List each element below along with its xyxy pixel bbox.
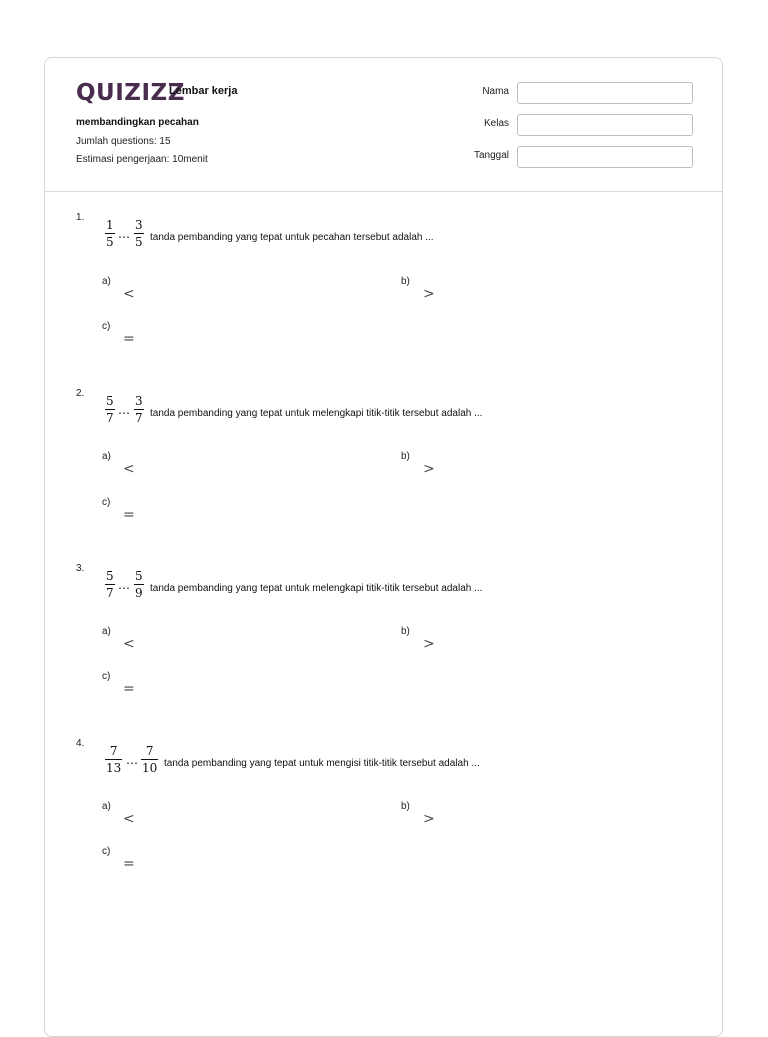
worksheet-subtitle: Lembar kerja — [169, 85, 238, 97]
option-a-letter: a) — [102, 801, 111, 812]
denominator: 9 — [135, 586, 143, 600]
numerator: 5 — [106, 569, 114, 583]
option-b-letter: b) — [401, 276, 410, 287]
denominator: 5 — [106, 235, 114, 249]
option-a-letter: a) — [102, 626, 111, 637]
option-a-letter: a) — [102, 276, 111, 287]
left-fraction — [105, 219, 115, 248]
left-fraction — [105, 745, 122, 774]
numerator: 7 — [145, 744, 154, 758]
option-c-letter: c) — [102, 321, 111, 332]
comparison-dots: ⋯ — [126, 756, 138, 770]
option-a-symbol[interactable]: < — [123, 811, 135, 827]
right-fraction — [134, 570, 144, 599]
question-number: 1. — [76, 212, 85, 223]
numerator: 1 — [106, 218, 114, 232]
tanggal-field[interactable] — [517, 146, 693, 168]
denominator: 7 — [135, 411, 143, 425]
option-b-symbol[interactable]: > — [423, 286, 435, 302]
option-b-symbol[interactable]: > — [423, 636, 435, 652]
denominator: 10 — [142, 761, 158, 775]
worksheet-header — [45, 58, 722, 192]
time-estimate: Estimasi pengerjaan: 10menit — [76, 154, 208, 165]
question-count: Jumlah questions: 15 — [76, 136, 171, 147]
option-b-symbol[interactable]: > — [423, 811, 435, 827]
option-c-symbol[interactable]: = — [123, 331, 135, 347]
option-a-letter: a) — [102, 451, 111, 462]
numerator: 5 — [135, 569, 143, 583]
option-b-letter: b) — [401, 801, 410, 812]
nama-label: Nama — [482, 86, 509, 97]
right-fraction — [134, 395, 144, 424]
kelas-field[interactable] — [517, 114, 693, 136]
denominator: 5 — [135, 235, 143, 249]
option-c-letter: c) — [102, 846, 111, 857]
comparison-dots: ⋯ — [118, 406, 130, 420]
question-text: tanda pembanding yang tepat untuk mengisi titik-titik tersebut adalah ... — [164, 758, 480, 769]
right-fraction — [141, 745, 158, 774]
option-c-letter: c) — [102, 671, 111, 682]
question-number: 2. — [76, 388, 85, 399]
question-number: 4. — [76, 738, 85, 749]
worksheet — [44, 57, 723, 1037]
kelas-label: Kelas — [483, 118, 509, 129]
option-a-symbol[interactable]: < — [123, 286, 135, 302]
numerator: 5 — [106, 394, 114, 408]
question-text: tanda pembanding yang tepat untuk melengkapi titik-titik tersebut adalah ... — [150, 583, 483, 594]
worksheet-title: membandingkan pecahan — [76, 117, 199, 128]
question-text: tanda pembanding yang tepat untuk pecahan tersebut adalah ... — [150, 232, 434, 243]
left-fraction — [105, 570, 115, 599]
quizizz-logo: QUIZIZZ — [76, 80, 185, 106]
left-fraction — [105, 395, 115, 424]
option-b-symbol[interactable]: > — [423, 461, 435, 477]
option-c-symbol[interactable]: = — [123, 856, 135, 872]
option-c-symbol[interactable]: = — [123, 681, 135, 697]
question-text: tanda pembanding yang tepat untuk melengkapi titik-titik tersebut adalah ... — [150, 408, 483, 419]
option-a-symbol[interactable]: < — [123, 461, 135, 477]
comparison-dots: ⋯ — [118, 581, 130, 595]
numerator: 3 — [135, 218, 143, 232]
option-a-symbol[interactable]: < — [123, 636, 135, 652]
numerator: 7 — [109, 744, 118, 758]
denominator: 7 — [106, 586, 114, 600]
denominator: 13 — [106, 761, 122, 775]
right-fraction — [134, 219, 144, 248]
denominator: 7 — [106, 411, 114, 425]
option-c-letter: c) — [102, 497, 111, 508]
nama-field[interactable] — [517, 82, 693, 104]
option-c-symbol[interactable]: = — [123, 507, 135, 523]
tanggal-label: Tanggal — [473, 150, 509, 161]
numerator: 3 — [135, 394, 143, 408]
comparison-dots: ⋯ — [118, 230, 130, 244]
option-b-letter: b) — [401, 626, 410, 637]
question-number: 3. — [76, 563, 85, 574]
option-b-letter: b) — [401, 451, 410, 462]
